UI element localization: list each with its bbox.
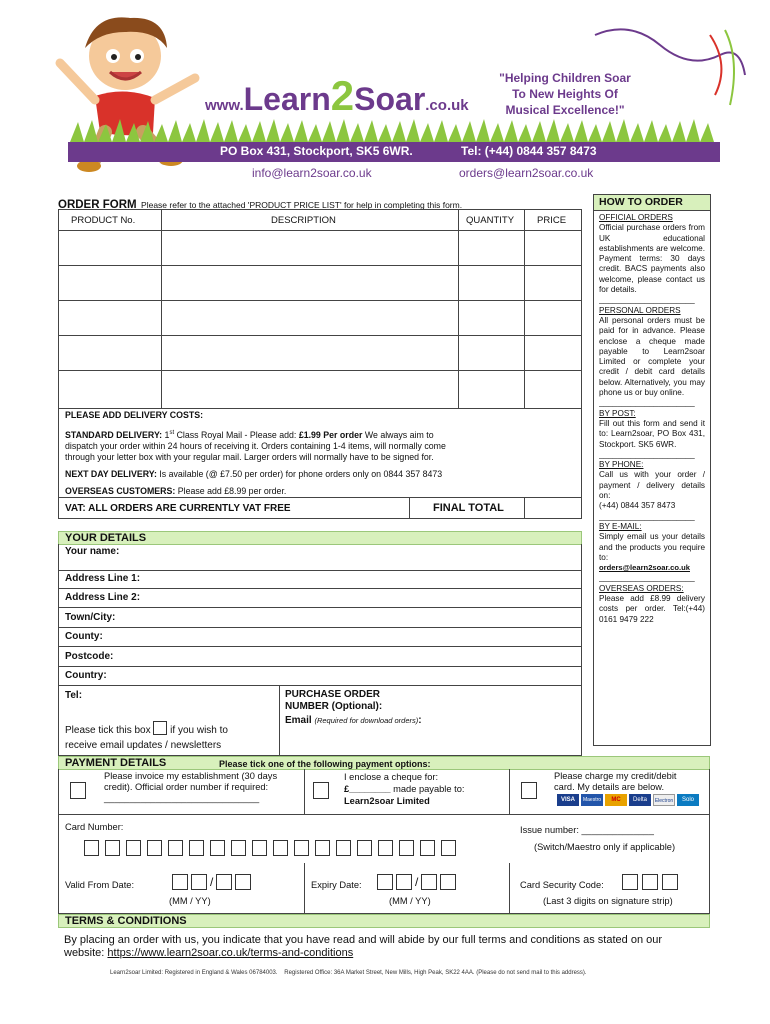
logo-suffix: .co.uk (425, 97, 469, 114)
by-post-text: Fill out this form and send it to: Learn2soar, PO Box 431, Stockport. SK5 6WR. (599, 418, 705, 449)
card-number-label: Card Number: (65, 822, 124, 832)
card-option: Please charge my credit/debit card. My details are below. (554, 771, 677, 792)
vat-row (58, 497, 582, 519)
vat-notice: VAT: ALL ORDERS ARE CURRENTLY VAT FREE (65, 503, 291, 514)
address-bar (68, 142, 720, 162)
address-line-1-label: Address Line 1: (65, 573, 141, 584)
by-post-title: BY POST: (599, 408, 636, 418)
logo-prefix: www. (205, 97, 244, 114)
cheque-option-checkbox[interactable] (313, 782, 329, 799)
tel-label: Tel: (65, 690, 83, 701)
personal-orders-title: PERSONAL ORDERS (599, 305, 681, 315)
your-details-header (58, 531, 582, 545)
postcode-label: Postcode: (65, 651, 114, 662)
switch-note: (Switch/Maestro only if applicable) (534, 842, 676, 852)
your-name-label: Your name: (65, 546, 120, 557)
payment-box (58, 769, 710, 914)
newsletter-checkbox[interactable] (153, 721, 167, 735)
separator: _____________________ (599, 398, 695, 408)
maestro-card-icon: Maestro (581, 794, 603, 806)
solo-card-icon: Solo (677, 794, 699, 806)
next-day-delivery: NEXT DAY DELIVERY: Is available (@ £7.50 per order) for phone orders only on 0844 357 8473 (65, 468, 443, 479)
column-header-price: PRICE (537, 215, 567, 226)
site-logo (205, 72, 469, 120)
order-form-title: ORDER FORM (58, 199, 137, 211)
company-footer: Learn2soar Limited: Registered in England & Wales 06784003. Registered Office: 36A Market Street, New Mills, High Peak, SK22 4AA. (Please do not send mail to this address). (110, 970, 587, 976)
town-city-label: Town/City: (65, 612, 116, 623)
by-email-title: BY E-MAIL: (599, 521, 642, 531)
logo-soar: Soar (354, 81, 426, 117)
your-details-box (58, 544, 582, 756)
security-code-boxes[interactable] (622, 874, 678, 890)
electron-card-icon: Electron (653, 794, 675, 806)
security-code-label: Card Security Code: (520, 880, 604, 890)
country-label: Country: (65, 670, 107, 681)
standard-delivery: STANDARD DELIVERY: 1st Class Royal Mail - Please add: £1.99 Per order We always aim to (65, 429, 434, 440)
separator: _____________________ (599, 449, 695, 459)
by-phone-text: Call us with your order / payment / delivery details on: (599, 470, 705, 501)
by-email-text: Simply email us your details and the products you require to: (599, 532, 705, 562)
logo-learn: Learn (243, 81, 331, 117)
terms-link[interactable]: https://www.learn2soar.co.uk/terms-and-conditions (107, 947, 354, 959)
separator: _____________________ (599, 573, 695, 583)
official-orders-text: Official purchase orders from UK educational establishments are welcome. Payment terms: 30 days credit. BACS payments also welcome, please contact us for details. (599, 223, 705, 295)
delivery-info (58, 408, 582, 498)
terms-header (58, 914, 710, 928)
card-number-boxes[interactable] (84, 840, 456, 856)
by-phone-number: (+44) 0844 357 8473 (599, 501, 676, 511)
address-line-2-label: Address Line 2: (65, 592, 141, 603)
tagline-line-1: "Helping Children Soar (499, 71, 631, 85)
terms-title: TERMS & CONDITIONS (65, 915, 187, 927)
security-code-note: (Last 3 digits on signature strip) (543, 896, 673, 906)
final-total-label: FINAL TOTAL (433, 502, 504, 514)
valid-from-boxes[interactable]: / (172, 874, 251, 890)
county-label: County: (65, 631, 103, 642)
payment-instruction: Please tick one of the following payment options: (219, 759, 431, 769)
your-details-title: YOUR DETAILS (65, 532, 147, 544)
delta-card-icon: Delta (629, 794, 651, 806)
card-option-checkbox[interactable] (521, 782, 537, 799)
info-email[interactable]: info@learn2soar.co.uk (252, 166, 372, 180)
orders-email[interactable]: orders@learn2soar.co.uk (459, 166, 594, 180)
card-logos (557, 794, 699, 806)
overseas-orders-title: OVERSEAS ORDERS: (599, 583, 684, 593)
expiry-label: Expiry Date: (311, 880, 362, 890)
expiry-format: (MM / YY) (389, 896, 431, 906)
visa-card-icon: VISA (557, 794, 579, 806)
overseas-delivery: OVERSEAS CUSTOMERS: Please add £8.99 per order. (65, 485, 287, 496)
grass-strip (70, 118, 720, 142)
orders-email-link[interactable]: orders@learn2soar.co.uk (599, 563, 690, 573)
column-header-description: DESCRIPTION (271, 215, 336, 226)
how-to-order-title: HOW TO ORDER (594, 195, 710, 211)
delivery-heading: PLEASE ADD DELIVERY COSTS: (65, 410, 204, 420)
cheque-option: I enclose a cheque for: £________ made payable to: Learn2soar Limited (344, 772, 465, 806)
issue-number-label: Issue number: ______________ (520, 825, 654, 835)
order-form-title-row (58, 195, 588, 209)
standard-delivery-line3: through your letter box with your regular mail. Larger orders will normally have to be signed for. (65, 451, 434, 462)
header (0, 0, 770, 190)
order-table (58, 209, 582, 409)
official-orders-title: OFFICIAL ORDERS (599, 213, 673, 222)
newsletter-optin: Please tick this box if you wish to receive email updates / newsletters (65, 721, 228, 753)
personal-orders-text: All personal orders must be paid for in advance. Please enclose a cheque made payable to Learn2soar Limited or complete your credit / debit card details below. Alternatively, you may phone us or buy online. (599, 315, 705, 398)
column-header-quantity: QUANTITY (466, 215, 515, 226)
payment-header (58, 756, 710, 770)
email-label: Email (Required for download orders): (285, 715, 422, 726)
tagline-line-2: To New Heights Of (512, 87, 618, 101)
column-header-product: PRODUCT No. (71, 215, 136, 226)
terms-text: By placing an order with us, you indicate that you have read and will abide by our full terms and conditions as stated on our website: https://www.learn2soar.co.uk/terms-and-conditions (64, 934, 663, 959)
valid-from-format: (MM / YY) (169, 896, 211, 906)
invoice-option-checkbox[interactable] (70, 782, 86, 799)
standard-delivery-line2: dispatch your order within 24 hours of receiving it. Orders containing 1-4 items, will normally come (65, 440, 446, 451)
postal-address: PO Box 431, Stockport, SK5 6WR. (220, 144, 413, 158)
invoice-option: Please invoice my establishment (30 days credit). Official order number if required: ______________________________ (104, 771, 278, 803)
tagline-line-3: Musical Excellence!" (505, 103, 625, 117)
separator: _____________________ (599, 511, 695, 521)
overseas-orders-text: Please add £8.99 delivery costs per order. Tel:(+44) 0161 9479 222 (599, 593, 705, 624)
ribbon-decoration (590, 15, 750, 115)
payment-title: PAYMENT DETAILS (65, 757, 167, 769)
separator: _____________________ (599, 295, 695, 305)
purchase-order-label: PURCHASE ORDER NUMBER (Optional): (285, 689, 383, 712)
expiry-boxes[interactable]: / (377, 874, 456, 890)
order-form-instruction: Please refer to the attached 'PRODUCT PRICE LIST' for help in completing this form. (141, 200, 463, 210)
mastercard-icon: MC (605, 794, 627, 806)
by-phone-title: BY PHONE: (599, 460, 644, 470)
how-to-order-panel (593, 194, 711, 746)
logo-two: 2 (330, 72, 355, 119)
valid-from-label: Valid From Date: (65, 880, 135, 890)
phone-number: Tel: (+44) 0844 357 8473 (461, 144, 597, 158)
